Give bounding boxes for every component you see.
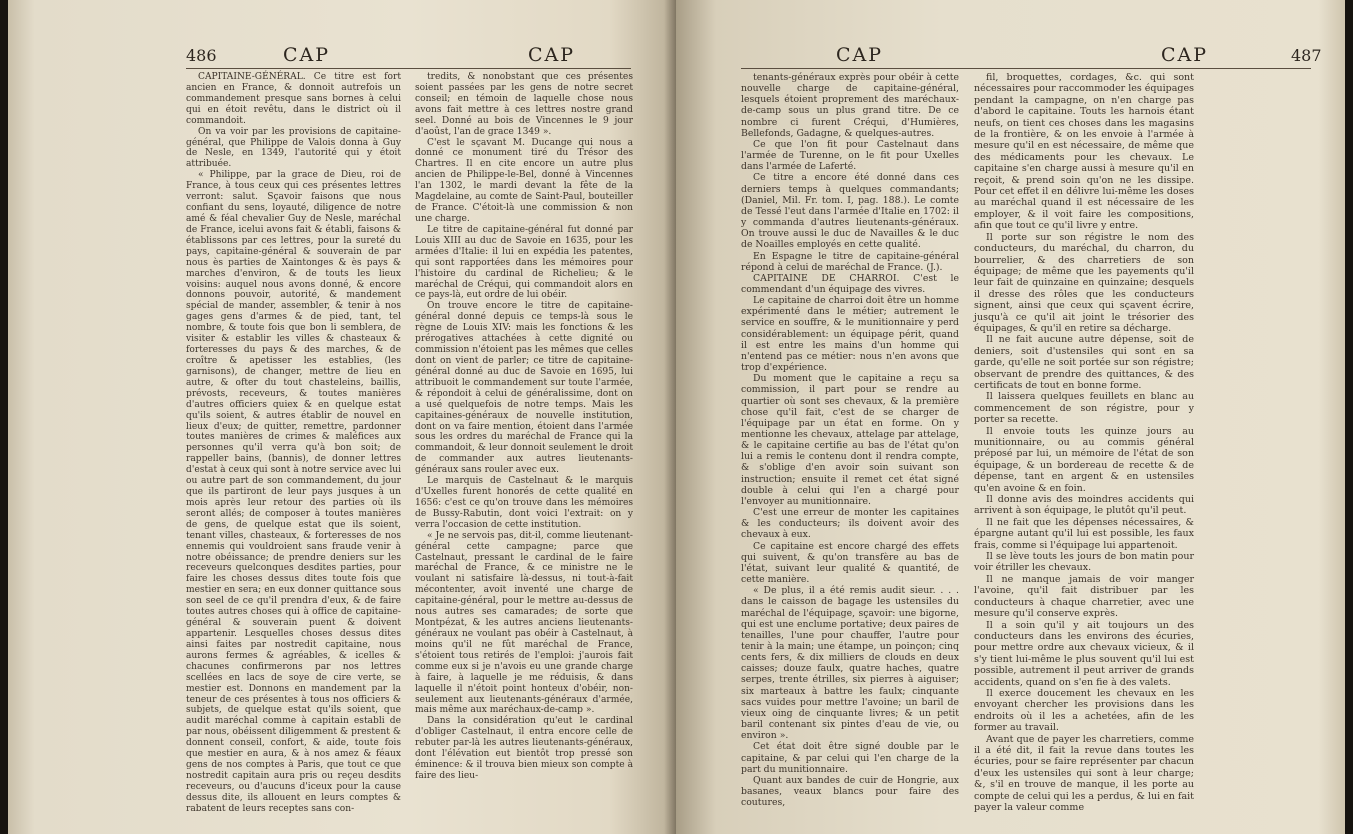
paragraph: C'est le sçavant M. Ducange qui nous a donné ce monument tiré du Trésor des Chartres. Il en cite encore un autre plus ancien de Philippe-le-Bel, donné à Vincennes l'an 1302, le mardi devant la fête de la Magdelaine, au comte de Saint-Paul, bouteiller de France. C'étoit-là une commission & non une charge. [415,137,633,224]
paragraph: On trouve encore le titre de capitaine-général donné depuis ce temps-là sous le règne de Louis XIV: mais les fonctions & les prérogatives attachées à cette dignité ou commission n'étoient pas les mêmes que celles dont on vient de parler; ce titre de capitaine-général donné au duc de Savoie en 1695, lui attribuoit le commandement sur toute l'armée, & répondoit à celui de généralissime, dont on a usé quelquefois de notre temps. Mais les capitaines-généraux de nouvelle institution, dont on va faire mention, étoient dans l'armée sous les ordres du maréchal de France qui la commandoit, & leur donnoit seulement le droit de commander aux autres lieutenants-généraux sans rouler avec eux. [415,301,633,476]
left-page [8,0,676,834]
paragraph: CAPITAINE DE CHARROI. C'est le commendant d'un équipage des vivres. [741,272,959,295]
page-number-left: 486 [186,46,217,65]
paragraph: On va voir par les provisions de capitaine-général, que Philippe de Valois donna à Guy de Nesle, en 1349, l'autorité qui y étoit attribuée. [186,126,401,170]
paragraph: Ce que l'on fit pour Castelnaut dans l'armée de Turenne, on le fit pour Uxelles dans l'armée de Laferté. [741,138,959,173]
paragraph: Dans la considération qu'eut le cardinal d'obliger Castelnaut, il entra encore celle de rebuter par-là les autres lieutenants-généraux, dont l'élévation eut bientôt trop pressé son éminence: & il trouva bien mieux son compte à faire des lieu- [415,716,633,781]
paragraph: fil, broquettes, cordages, &c. qui sont nécessaires pour raccommoder les équipages pendant la campagne, on n'en charge pas d'abord le capitaine. Touts les harnois étant neufs, on tient ces choses dans les magasins de la frontière, & on les envoie à l'armée à mesure qu'il en est nécessaire, de même que des médicaments pour les chevaux. Le capitaine s'en charge aussi à mesure qu'il en reçoit, & prend soin qu'on ne les dissipe. Pour cet effet il en délivre lui-même les doses au maréchal quand il est nécessaire de les employer, & il voit faire les compositions, afin que tout ce qu'il livre y entre. [974,72,1194,232]
page-number-right: 487 [1291,46,1322,65]
paragraph: Du moment que le capitaine a reçu sa commission, il part pour se rendre au quartier où sont ses chevaux, & la première chose qu'il fait, c'est de se charger de l'équipage par un état en forme. On y mentionne les chevaux, attelage par attelage, & le capitaine certifie au bas de l'état qu'on lui a remis le contenu dont il rendra compte, & s'oblige d'en avoir soin suivant son instruction; ensuite il remet cet état signé double à celui qui l'en a chargé pour l'envoyer au munitionnaire. [741,373,959,507]
paragraph: « Philippe, par la grace de Dieu, roi de France, à tous ceux qui ces présentes lettres verront: salut. Sçavoir faisons que nous confiant du sens, loyauté, diligence de notre amé & féal chevalier Guy de Nesle, maréchal de France, icelui avons fait & établi, faisons & établissons par ces lettres, pour la sureté du pays, capitaine-général & souverain de par nous ès parties de Xaintonges & ès pays & marches d'environ, & de touts les lieux voisins: auquel nous avons donné, & encore donnons pouvoir, autorité, & mandement spécial de mander, assembler, & tenir à nos gages gens d'armes & de pied, tant, tel nombre, & toute fois que bon li semblera, de visiter & establir les villes & chasteaux & forteresses du pays & des marches, & de croître & apetisser les establies, (les garnisons), de changer, mettre de lieu en autre, & ofter du tout chasteleins, baillis, prévosts, receveurs, & toutes manières d'autres officiers quiex & en quelque estat qu'ils soient, & autres établir de nouvel en lieux d'eux; de quitter, remettre, pardonner toutes manières de crimes & maléfices aux personnes qu'il verra qu'à bon soit; de rappeller bains, (bannis), de donner lettres d'estat à ceux qui sont à notre service avec lui ou autre part de son commandement, du jour que ils partiront de leur pays jusques à un mois après leur retour des parties où ils seront allés; de composer à toutes manières de gens, de quelque estat que ils soient, tenant villes, chasteaux, & forteresses de nos ennemis qui vouldroient sans fraude venir à notre obéissance; de prendre deniers sur les receveurs quelconques desdites parties, pour faire les choses dessus dites toute fois que mestier en sera; en eux donner quittance sous son seel de ce qu'il prendra d'eux, & de faire toutes autres choses qui à office de capitaine-général & souverain puent & doivent appartenir. Lesquelles choses dessus dites ainsi faites par nostredit capitaine, nous aurons fermes & agréables, & icelles & chacunes confirmerons par nos lettres scellées en lacs de soye de cire verte, se mestier est. Donnons en mandement par la teneur de ces présentes à tous nos officiers & subjets, de quelque estat qu'ils soient, que audit maréchal comme à capitain establi de par nous, obéissent diligemment & prestent & donnent conseil, confort, & aide, toute fois que mestier en aura, & à nos amez & féaux gens de nos comptes à Paris, que tout ce que nostredit capitain aura pris ou reçeu desdits receveurs, ou d'aucuns d'iceux pour la cause dessus dite, ils allouent en leurs comptes & rabatent de leurs receptes sans con- [186,170,401,814]
paragraph: Le capitaine de charroi doit être un homme expérimenté dans le métier; autrement le service en souffre, & le munitionnaire y perd considérablement: un équipage périt, quand il est entre les mains d'un homme qui n'entend pas ce métier: nous n'en avons que trop d'expérience. [741,295,959,374]
left-column-1 [186,72,401,815]
paragraph: tenants-généraux exprès pour obéir à cette nouvelle charge de capitaine-général, lesquels étoient proprement des maréchaux-de-camp sous un plus grand titre. De ce nombre ci furent Créqui, d'Humières, Bellefonds, Gadagne, & quelques-autres. [741,72,959,139]
paragraph: Il envoie touts les quinze jours au munitionnaire, ou au commis général préposé par lui, un mémoire de l'état de son équipage, & un bordereau de recette & de dépense, tant en argent & en ustensiles qu'en avoine & en foin. [974,425,1194,494]
paragraph: CAPITAINE-GÉNÉRAL. Ce titre est fort ancien en France, & donnoit autrefois un commandement presque sans bornes à celui qui en étoit revêtu, dans le district où il commandoit. [186,72,401,126]
paragraph: Avant que de payer les charretiers, comme il a été dit, il fait la revue dans toutes les écuries, pour se faire représenter par chacun d'eux les ustensiles qui sont à leur charge; &, s'il en trouve de manque, il les porte au compte de celui qui les a perdus, & lui en fait payer la valeur comme [974,733,1194,813]
paragraph: Ce capitaine est encore chargé des effets qui suivent, & qu'on transfère au bas de l'état, suivant leur qualité & quantité, de cette manière. [741,540,959,586]
paragraph: Le titre de capitaine-général fut donné par Louis XIII au duc de Savoie en 1635, pour les armées d'Italie: il lui en expédia les patentes, qui sont rapportées dans les mémoires pour l'histoire du cardinal de Richelieu; & le maréchal de Créqui, qui commandoit alors en ce pays-là, eut ordre de lui obéir. [415,224,633,301]
paragraph: Ce titre a encore été donné dans ces derniers temps à quelques commandants; (Daniel, Mil. Fr. tom. I, pag. 188.). Le comte de Tessé l'eut dans l'armée d'Italie en 1702: il y commanda d'autres lieutenants-généraux. On trouve aussi le duc de Navailles & le duc de Noailles employés en cette qualité. [741,172,959,251]
running-head-left-2: CAP [528,44,576,66]
running-head-right-1: CAP [836,44,884,66]
right-column-2 [974,72,1194,813]
paragraph: « Je ne servois pas, dit-il, comme lieutenant-général cette campagne; parce que Castelnaut, pressant le cardinal de le faire maréchal de France, & ce ministre ne le voulant ni satisfaire là-dessus, ni tout-à-fait mécontenter, avoit inventé une charge de capitaine-général, pour le mettre au-dessus de nous autres ses camarades; de sorte que Montpézat, & les autres anciens lieutenants-généraux ne voulant pas obéir à Castelnaut, à moins qu'il ne fût maréchal de France, s'étoient tous retirés de l'emploi: j'aurois fait comme eux si je n'avois eu une grande charge à faire, à laquelle je me réduisis, & dans laquelle il n'étoit point honteux d'obéir, non-seulement aux lieutenants-généraux d'armée, mais même aux maréchaux-de-camp ». [415,530,633,716]
paragraph: Il ne manque jamais de voir manger l'avoine, qu'il fait distribuer par les conducteurs à chaque charretier, avec une mesure qu'il conserve exprès. [974,573,1194,620]
paragraph: Quant aux bandes de cuir de Hongrie, aux basanes, veaux blancs pour faire des coutures, [741,774,959,809]
paragraph: Il a soin qu'il y ait toujours un des conducteurs dans les environs des écuries, pour mettre ordre aux chevaux vicieux, & il s'y tient lui-même le plus souvent qu'il lui est possible, autrement il peut arriver de grands accidents, quand on s'en fie à des valets. [974,619,1194,688]
paragraph: Il laissera quelques feuillets en blanc au commencement de son régistre, pour y porter sa recette. [974,391,1194,426]
paragraph: « De plus, il a été remis audit sieur. . . . dans le caisson de bagage les ustensiles du maréchal de l'équipage, sçavoir: une bigorne, qui est une enclume portative; deux paires de tenailles, l'une pour chauffer, l'autre pour tenir à la main; une étampe, un poinçon; cinq cents fers, & dix milliers de clouds en deux caisses; douze faulx, quatre haches, quatre serpes, trente étrilles, six pierres à aiguiser; six marteaux à battre les faulx; cinquante sacs vuides pour mettre l'avoine; un baril de vieux oing de cinquante livres; & un petit baril contenant six pintes d'eau de vie, ou environ ». [741,585,959,742]
running-head-left-1: CAP [283,44,331,66]
paragraph: Il donne avis des moindres accidents qui arrivent à son équipage, le plutôt qu'il peut. [974,494,1194,517]
header-rule [186,68,631,69]
running-head-right-2: CAP [1161,44,1209,66]
paragraph: Il ne fait que les dépenses nécessaires, & épargne autant qu'il lui est possible, les faux frais, comme si l'équipage lui appartenoit. [974,516,1194,551]
paragraph: Le marquis de Castelnaut & le marquis d'Uxelles furent honorés de cette qualité en 1656: c'est ce qu'on trouve dans les mémoires de Bussy-Rabutin, dont voici l'extrait: on y verra l'occasion de cette institution. [415,476,633,530]
paragraph: tredits, & nonobstant que ces présentes soient passées par les gens de notre secret conseil; en témoin de laquelle chose nous avons fait mettre à ces lettres nostre grand seel. Donné au bois de Vincennes le 9 jour d'aoûst, l'an de grace 1349 ». [415,72,633,137]
paragraph: Il ne fait aucune autre dépense, soit de deniers, soit d'ustensiles qui sont en sa garde, qu'elle ne soit portée sur son régistre; observant de prendre des quittances, & des certificats de tout en bonne forme. [974,334,1194,391]
paragraph: Il se lève touts les jours de bon matin pour voir étriller les chevaux. [974,551,1194,574]
paragraph: Il porte sur son régistre le nom des conducteurs, du maréchal, du charron, du bourrelier, & des charretiers de son équipage; de même que les payements qu'il leur fait de quinzaine en quinzaine; desquels il dresse des rôles que les conducteurs signent, ainsi que ceux qui sçavent écrire, jusqu'à ce qu'il ait joint le trésorier des équipages, & qu'il en retire sa décharge. [974,231,1194,334]
header-rule [741,68,1311,69]
paragraph: Cet état doit être signé double par le capitaine, & par celui qui l'en charge de la part du munitionnaire. [741,741,959,775]
paragraph: C'est une erreur de monter les capitaines & les conducteurs; ils doivent avoir des chevaux à eux. [741,507,959,541]
paragraph: En Espagne le titre de capitaine-général répond à celui de maréchal de France. (J.). [741,250,959,273]
right-page [676,0,1345,834]
paragraph: Il exerce doucement les chevaux en les envoyant chercher les provisions dans les endroits où il les a achetées, afin de les former au travail. [974,687,1194,734]
left-column-2 [415,72,633,782]
right-column-1 [741,72,959,808]
